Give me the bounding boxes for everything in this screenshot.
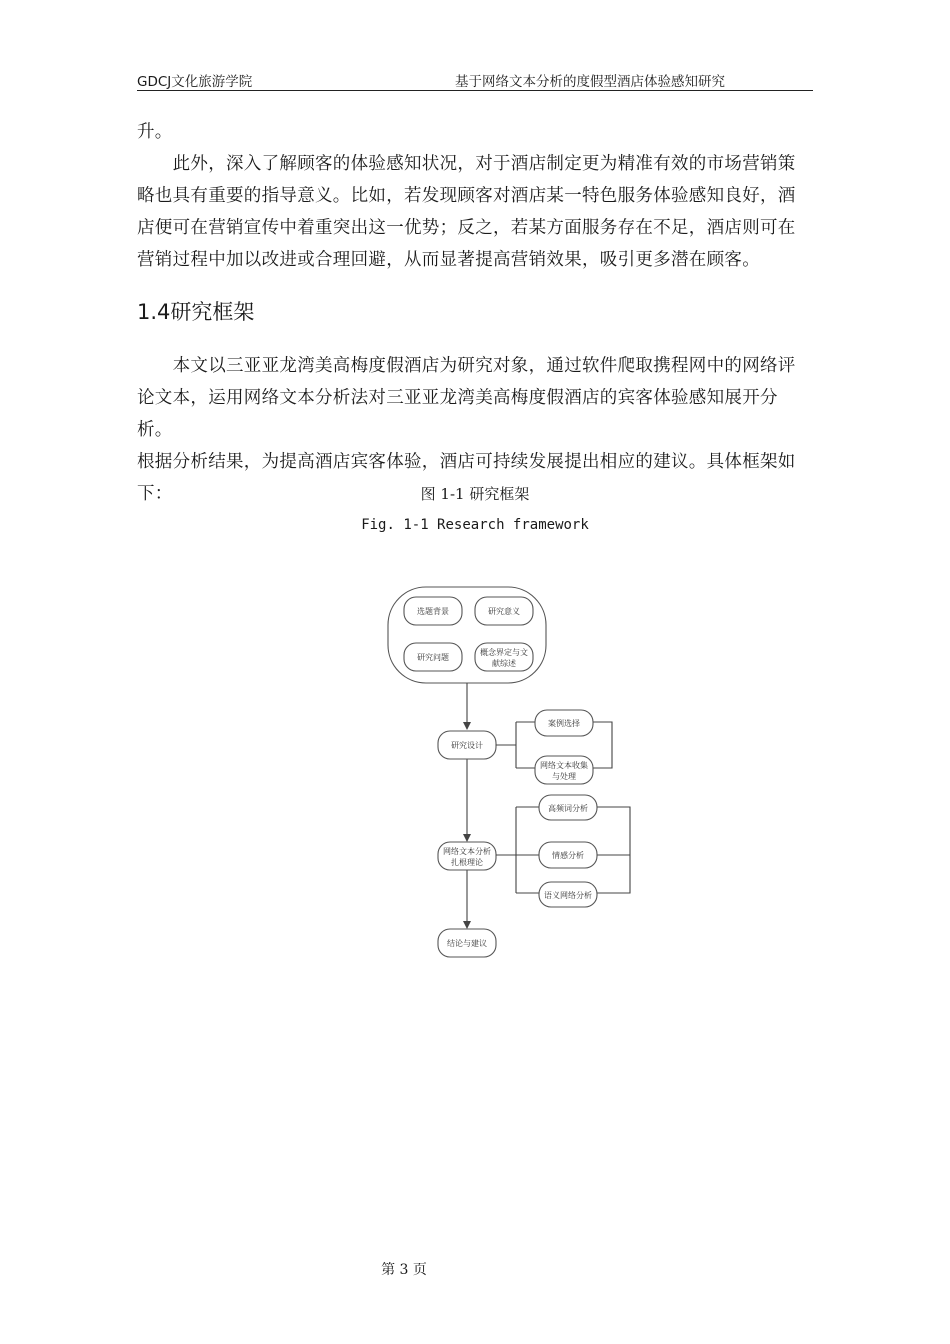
node-text-analysis-label-1: 网络文本分析: [443, 847, 491, 856]
node-concepts-label-2: 献综述: [492, 659, 516, 668]
node-concepts-label-1: 概念界定与文: [480, 648, 528, 657]
node-background-label: 选题背景: [417, 607, 449, 616]
bracket-analysis-right: [597, 807, 630, 893]
header-institution: GDCJ文化旅游学院: [137, 74, 253, 90]
section-heading: 1.4研究框架: [137, 300, 255, 324]
node-significance-label: 研究意义: [488, 607, 520, 616]
paragraph-line: 本文以三亚亚龙湾美高梅度假酒店为研究对象，通过软件爬取携程网中的网络评: [137, 356, 796, 376]
node-text-collection-label-2: 与处理: [552, 772, 576, 781]
node-questions-label: 研究问题: [417, 653, 449, 662]
paragraph-line: 略也具有重要的指导意义。比如，若发现顾客对酒店某一特色服务体验感知良好，酒: [137, 186, 796, 206]
paragraph-line: 论文本，运用网络文本分析法对三亚亚龙湾美高梅度假酒店的宾客体验感知展开分析。: [137, 388, 778, 440]
node-high-frequency-label: 高频词分析: [548, 804, 588, 813]
node-text-analysis-label-2: 扎根理论: [451, 858, 483, 867]
node-semantic-network-label: 语义网络分析: [544, 891, 592, 900]
figure-caption-english: Fig. 1-1 Research framework: [361, 517, 589, 533]
paragraph-line: 店便可在营销宣传中着重突出这一优势；反之，若某方面服务存在不足，酒店则可在: [137, 218, 796, 238]
text-line-continuation: 升。: [137, 122, 173, 142]
paragraph-line: 下：: [137, 484, 173, 504]
node-sentiment-label: 情感分析: [552, 851, 584, 860]
paragraph-line: 营销过程中加以改进或合理回避，从而显著提高营销效果，吸引更多潜在顾客。: [137, 250, 760, 270]
header-paper-title: 基于网络文本分析的度假型酒店体验感知研究: [455, 74, 725, 90]
paragraph-line: 根据分析结果，为提高酒店宾客体验，酒店可持续发展提出相应的建议。具体框架如: [137, 452, 796, 472]
node-case-selection-label: 案例选择: [548, 719, 580, 728]
paragraph-line: 此外，深入了解顾客的体验感知状况，对于酒店制定更为精准有效的市场营销策: [137, 154, 796, 174]
node-research-design-label: 研究设计: [451, 741, 483, 750]
node-text-collection-label-1: 网络文本收集: [540, 761, 588, 770]
bracket-design-right: [593, 722, 612, 768]
node-conclusion-label: 结论与建议: [447, 939, 487, 948]
figure-caption-chinese: 图 1-1 研究框架: [420, 485, 530, 503]
page-number: 第 3 页: [381, 1262, 427, 1278]
